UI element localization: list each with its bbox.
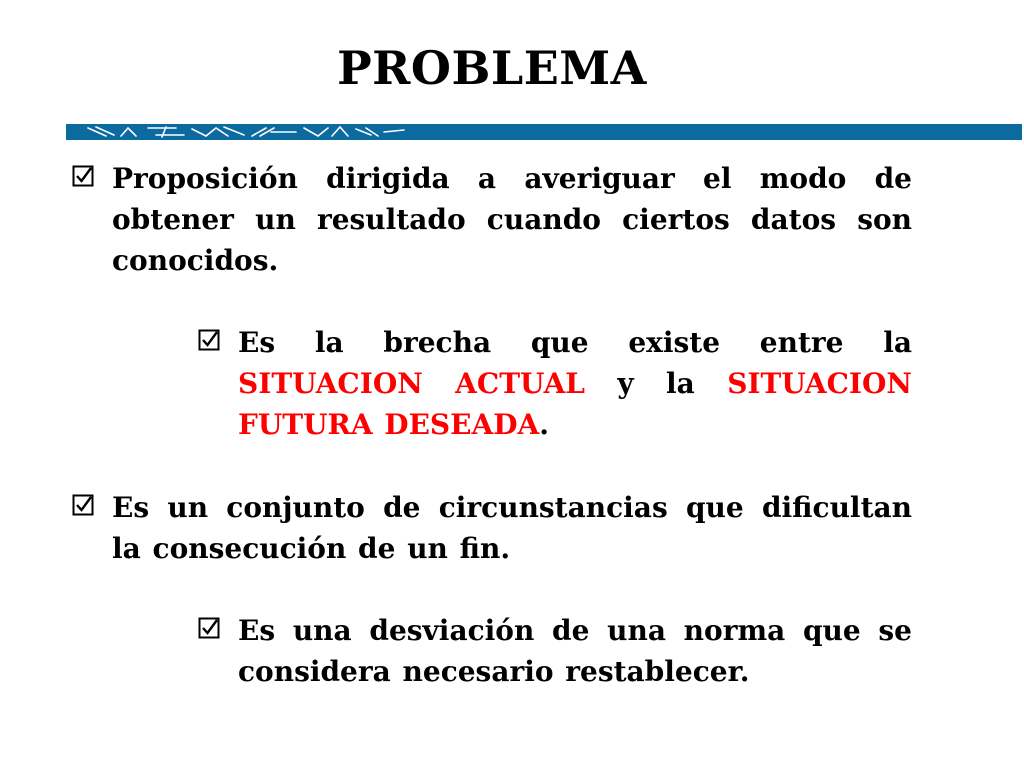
bullet-text-after: . [539, 408, 549, 441]
checkbox-checked-icon [72, 494, 94, 516]
bullet-text: Proposición dirigida a averiguar el modo de obtener un resultado cuando ciertos datos son conocidos. [112, 162, 912, 277]
bullet-text-before: Es la brecha que existe entre la [238, 326, 912, 359]
checkbox-checked-icon [198, 617, 220, 639]
bullet-definition [70, 158, 912, 281]
highlight-situacion-futura: SITUACION FUTURA DESEADA [238, 367, 912, 441]
bullet-gap [196, 322, 912, 445]
bullet-text-middle: y la [585, 367, 728, 400]
decorative-title-rule [66, 124, 1022, 140]
bullet-deviation [196, 610, 912, 692]
bullet-text: Es una desviación de una norma que se considera necesario restablecer. [238, 614, 912, 688]
highlight-situacion-actual: SITUACION ACTUAL [238, 367, 585, 400]
bullet-text [238, 322, 912, 445]
bullet-circumstances [70, 487, 912, 569]
slide-title: PROBLEMA [337, 41, 647, 95]
bullet-text: Es un conjunto de circunstancias que dificultan la consecución de un fin. [112, 491, 912, 565]
checkbox-checked-icon [72, 165, 94, 187]
checkbox-checked-icon [198, 329, 220, 351]
